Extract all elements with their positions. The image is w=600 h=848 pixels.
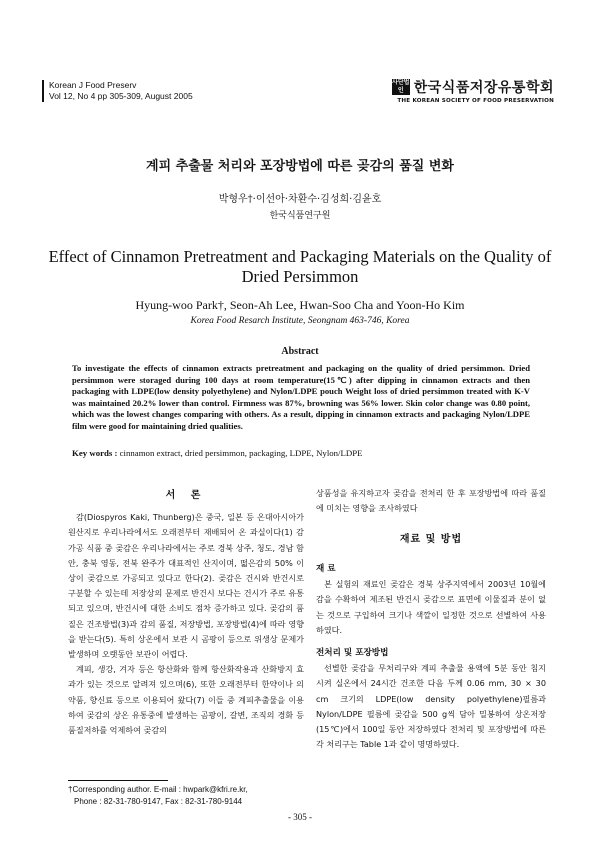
society-badge: 사단법인 [392, 79, 410, 94]
abstract-text: To investigate the effects of cinnamon extracts pretreatment and packaging on the quality of dried persimmon. Dried persimmon were storaged during 100 days at room temperature(15℃) after dipping in cinnamon extracts and then packaging with LDPE(low density polyethylene) and Nylon/LDPE pouch Weight loss of dried persimmon treated with K-V was maintained 20.2% lower than control. Firmness was 87%, browning was 56% lower. Skin color change was 0.80 point, which was the lowest changes comparing with others. As a result, dipping in cinnamon extracts and packaging Nylon/LDPE film were good for maintaining dried qualities. [72, 363, 530, 431]
society-korean-name: 한국식품저장유통학회 [413, 80, 554, 96]
authors-english: Hyung-woo Park†, Seon-Ah Lee, Hwan-Soo Cha and Yoon-Ho Kim [135, 298, 465, 312]
page-number: - 305 - [288, 812, 312, 822]
keywords [72, 448, 530, 458]
keywords-label: Key words : [72, 448, 118, 458]
right-column [316, 486, 546, 752]
footnote-phone: Phone : 82-31-780-9147, Fax : 82-31-780-9144 [74, 796, 243, 806]
methods-heading: 재료 및 방법 [399, 533, 463, 545]
journal-citation [42, 80, 193, 102]
society-english-name: THE KOREAN SOCIETY OF FOOD PRESERVATION [397, 98, 554, 104]
pretreatment-heading: 전처리 및 포장방법 [316, 648, 389, 658]
footnote-email: †Corresponding author. E-mail : hwpark@kfri.re.kr, [68, 785, 248, 794]
authors-korean: 박형우†·이선아·차환수·김성희·김윤호 [218, 194, 382, 205]
title-korean: 계피 추출물 처리와 포장방법에 따른 곶감의 품질 변화 [146, 159, 454, 174]
journal-volume: Vol 12, No 4 pp 305-309, August 2005 [49, 91, 193, 101]
abstract-heading: Abstract [281, 346, 319, 357]
affiliation-english: Korea Food Resarch Institute, Seongnam 463-746, Korea [190, 316, 410, 326]
affiliation-korean: 한국식품연구원 [269, 211, 331, 221]
society-logo [392, 77, 554, 104]
intro-continuation: 상품성을 유지하고자 곶감을 전처리 한 후 포장방법에 따라 품질에 미치는 영향을 조사하였다 [316, 488, 546, 514]
keywords-text: cinnamon extract, dried persimmon, packaging, LDPE, Nylon/LDPE [119, 448, 363, 458]
pretreatment-text: 선별한 곶감을 무처리구와 계피 추출물 용액에 5분 동안 침지 시켜 실온에서 24시간 건조한 다음 두께 0.06 mm, 30 × 30 cm 크기의 LDPE(low density polyethylene)필름과 Nylon/LDPE 필름에 곶감을 500 g씩 담아 밀봉하여 상온저장(15℃)에서 100일 동안 저장하였다 전처리 및 포장방법에 따른 각 처리구는 Table 1과 같이 명명하였다. [316, 663, 546, 750]
left-column [68, 490, 304, 738]
journal-name: Korean J Food Preserv [49, 80, 137, 90]
materials-heading: 재 료 [316, 563, 336, 574]
intro-paragraph-1: 감(Diospyros Kaki, Thunberg)은 중국, 일본 등 온대아시아가 원산지로 우리나라에서도 오래전부터 재배되어 온 과실이다(1) 감 가공 식품 중 곶감은 우리나라에서는 주로 경북 상주, 청도, 경남 함안, 충북 영동, 전북 완주가 대표적인 산지이며, 떫은감의 50% 이상이 곶감으로 가공되고 있다고 한다(2). 곶감은 건시와 반건시로 구분할 수 있는데 저장상의 문제로 반건시 보다는 건시가 주로 유통되고 있으며, 반건시에 대한 소비도 점차 증가하고 있다. 곶감의 품질은 건조방법(3)과 감의 품질, 저장방법, 포장방법(4)에 따라 영향을 받는다(5). 특히 상온에서 보관 시 곰팡이 등으로 위생상 문제가 발생하며 오랫동안 보관이 어렵다. [68, 512, 304, 660]
intro-heading: 서 론 [165, 490, 207, 501]
footnote [68, 784, 248, 807]
title-english: Effect of Cinnamon Pretreatment and Packaging Materials on the Quality of Dried Persimmon [48, 247, 552, 286]
intro-paragraph-2: 계피, 생강, 겨자 등은 항산화와 함께 항산화작용과 산화방지 효과가 있는 것으로 알려져 있으며(6), 또한 오래전부터 한약이나 의약품, 향신료 등으로 이용되어 왔다(7) 이들 중 계피추출물을 이용하여 곶감의 상온 유통중에 발생하는 곰팡이, 갈변, 조직의 경화 등 품질저하를 억제하여 곶감의 [68, 664, 304, 736]
footnote-rule [68, 780, 168, 781]
materials-text: 본 실험의 재료인 곶감은 경북 상주지역에서 2003년 10월에 감을 수확하여 제조된 반건시 곶감으로 표면에 이물질과 분이 없는 것으로 구입하여 크기나 색깔이 일정한 것으로 선별하여 사용하였다. [316, 579, 546, 635]
